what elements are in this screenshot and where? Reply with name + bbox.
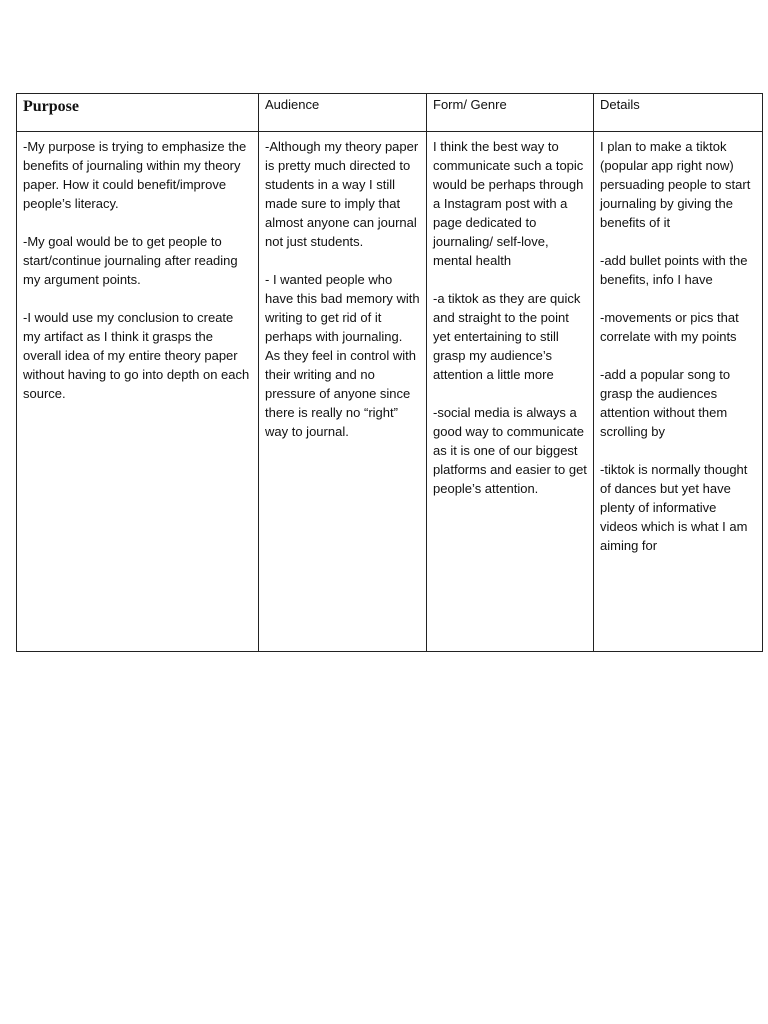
form-genre-paragraph: -a tiktok as they are quick and straight to the point yet entertaining to still grasp my audience’s attention a little more (433, 291, 581, 382)
audience-paragraph: - I wanted people who have this bad memory with writing to get rid of it perhaps with journaling. As they feel in control with their writing and no pressure of anyone since there is really no “right” way to journal. (265, 272, 420, 439)
details-paragraph: I plan to make a tiktok (popular app right now) persuading people to start journaling by giving the benefits of it (600, 139, 751, 230)
audience-cell (259, 132, 427, 652)
audience-paragraph: -Although my theory paper is pretty much directed to students in a way I still made sure to imply that almost anyone can journal not just students. (265, 139, 419, 249)
header-purpose: Purpose (17, 94, 259, 132)
form-genre-cell (427, 132, 594, 652)
purpose-cell (17, 132, 259, 652)
details-paragraph: -add a popular song to grasp the audiences attention without them scrolling by (600, 367, 731, 439)
purpose-paragraph: -I would use my conclusion to create my artifact as I think it grasps the overall idea of my entire theory paper without having to go into depth on each source. (23, 310, 250, 401)
header-details: Details (594, 94, 763, 132)
details-paragraph: -movements or pics that correlate with my points (600, 310, 739, 344)
header-form-genre: Form/ Genre (427, 94, 594, 132)
form-genre-paragraph: -social media is always a good way to communicate as it is one of our biggest platforms and easier to get people’s attention. (433, 405, 587, 496)
planning-table (16, 93, 763, 652)
header-audience: Audience (259, 94, 427, 132)
details-cell (594, 132, 763, 652)
purpose-paragraph: -My goal would be to get people to start/continue journaling after reading my argument points. (23, 234, 238, 287)
content-row (17, 132, 763, 652)
form-genre-paragraph: I think the best way to communicate such a topic would be perhaps through a Instagram post with a page dedicated to journaling/ self-love, mental health (433, 139, 584, 268)
details-paragraph: -tiktok is normally thought of dances but yet have plenty of informative videos which is what I am aiming for (600, 462, 748, 553)
header-row (17, 94, 763, 132)
details-paragraph: -add bullet points with the benefits, info I have (600, 253, 748, 287)
purpose-paragraph: -My purpose is trying to emphasize the benefits of journaling within my theory paper. How it could benefit/improve people’s literacy. (23, 139, 247, 211)
